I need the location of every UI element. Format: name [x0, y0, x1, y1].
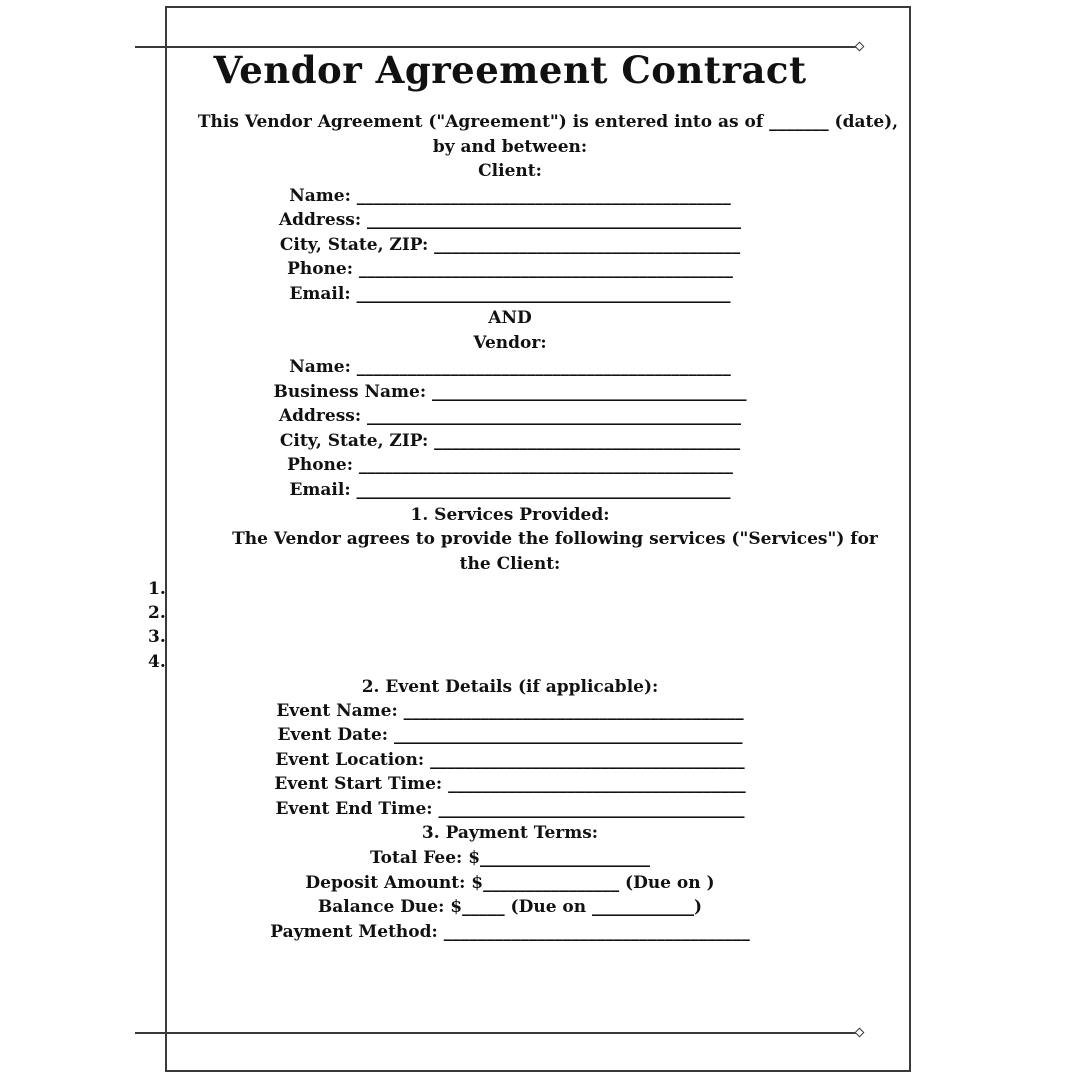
- client-address-field: Address: ____________________________________________: [278, 210, 742, 230]
- service-item-1: 1.: [148, 579, 166, 599]
- vendor-heading: Vendor:: [473, 333, 547, 353]
- vendor-phone-field: Phone: ____________________________________________: [287, 455, 733, 475]
- service-item-2: 2.: [148, 603, 166, 623]
- event-start-field: Event Start Time: ___________________________________: [274, 774, 746, 794]
- service-item-4: 4.: [148, 652, 166, 672]
- vendor-email-field: Email: ____________________________________________: [289, 480, 731, 500]
- service-item-3: 3.: [148, 627, 166, 647]
- services-description-1: The Vendor agrees to provide the following services ("Services") for: [232, 529, 878, 549]
- intro-line-2: by and between:: [432, 137, 588, 157]
- event-name-field: Event Name: ________________________________________: [276, 701, 744, 721]
- intro-line-1: This Vendor Agreement ("Agreement") is entered into as of _______ (date),: [197, 112, 899, 132]
- vendor-address-field: Address: ____________________________________________: [278, 406, 742, 426]
- document-title: Vendor Agreement Contract: [213, 48, 807, 92]
- client-name-field: Name: ____________________________________________: [289, 186, 731, 206]
- vendor-business-field: Business Name: _____________________________________: [273, 382, 747, 402]
- payment-method-field: Payment Method: ____________________________________: [270, 922, 750, 942]
- bottom-divider: [135, 1032, 860, 1034]
- vendor-city-field: City, State, ZIP: ____________________________________: [279, 431, 741, 451]
- vendor-name-field: Name: ____________________________________________: [289, 357, 731, 377]
- client-email-field: Email: ____________________________________________: [289, 284, 731, 304]
- services-heading: 1. Services Provided:: [410, 505, 610, 525]
- payment-heading: 3. Payment Terms:: [421, 823, 599, 843]
- event-location-field: Event Location: _____________________________________: [275, 750, 745, 770]
- services-description-2: the Client:: [459, 554, 561, 574]
- and-label: AND: [488, 308, 532, 328]
- client-phone-field: Phone: ____________________________________________: [287, 259, 733, 279]
- event-heading: 2. Event Details (if applicable):: [361, 677, 659, 697]
- event-date-field: Event Date: _________________________________________: [277, 725, 743, 745]
- payment-deposit-field: Deposit Amount: $________________ (Due on ): [305, 873, 715, 893]
- payment-balance-field: Balance Due: $_____ (Due on ____________): [317, 897, 703, 917]
- client-heading: Client:: [478, 161, 542, 181]
- event-end-field: Event End Time: ____________________________________: [275, 799, 745, 819]
- client-city-field: City, State, ZIP: ____________________________________: [279, 235, 741, 255]
- payment-total-field: Total Fee: $____________________: [369, 848, 651, 868]
